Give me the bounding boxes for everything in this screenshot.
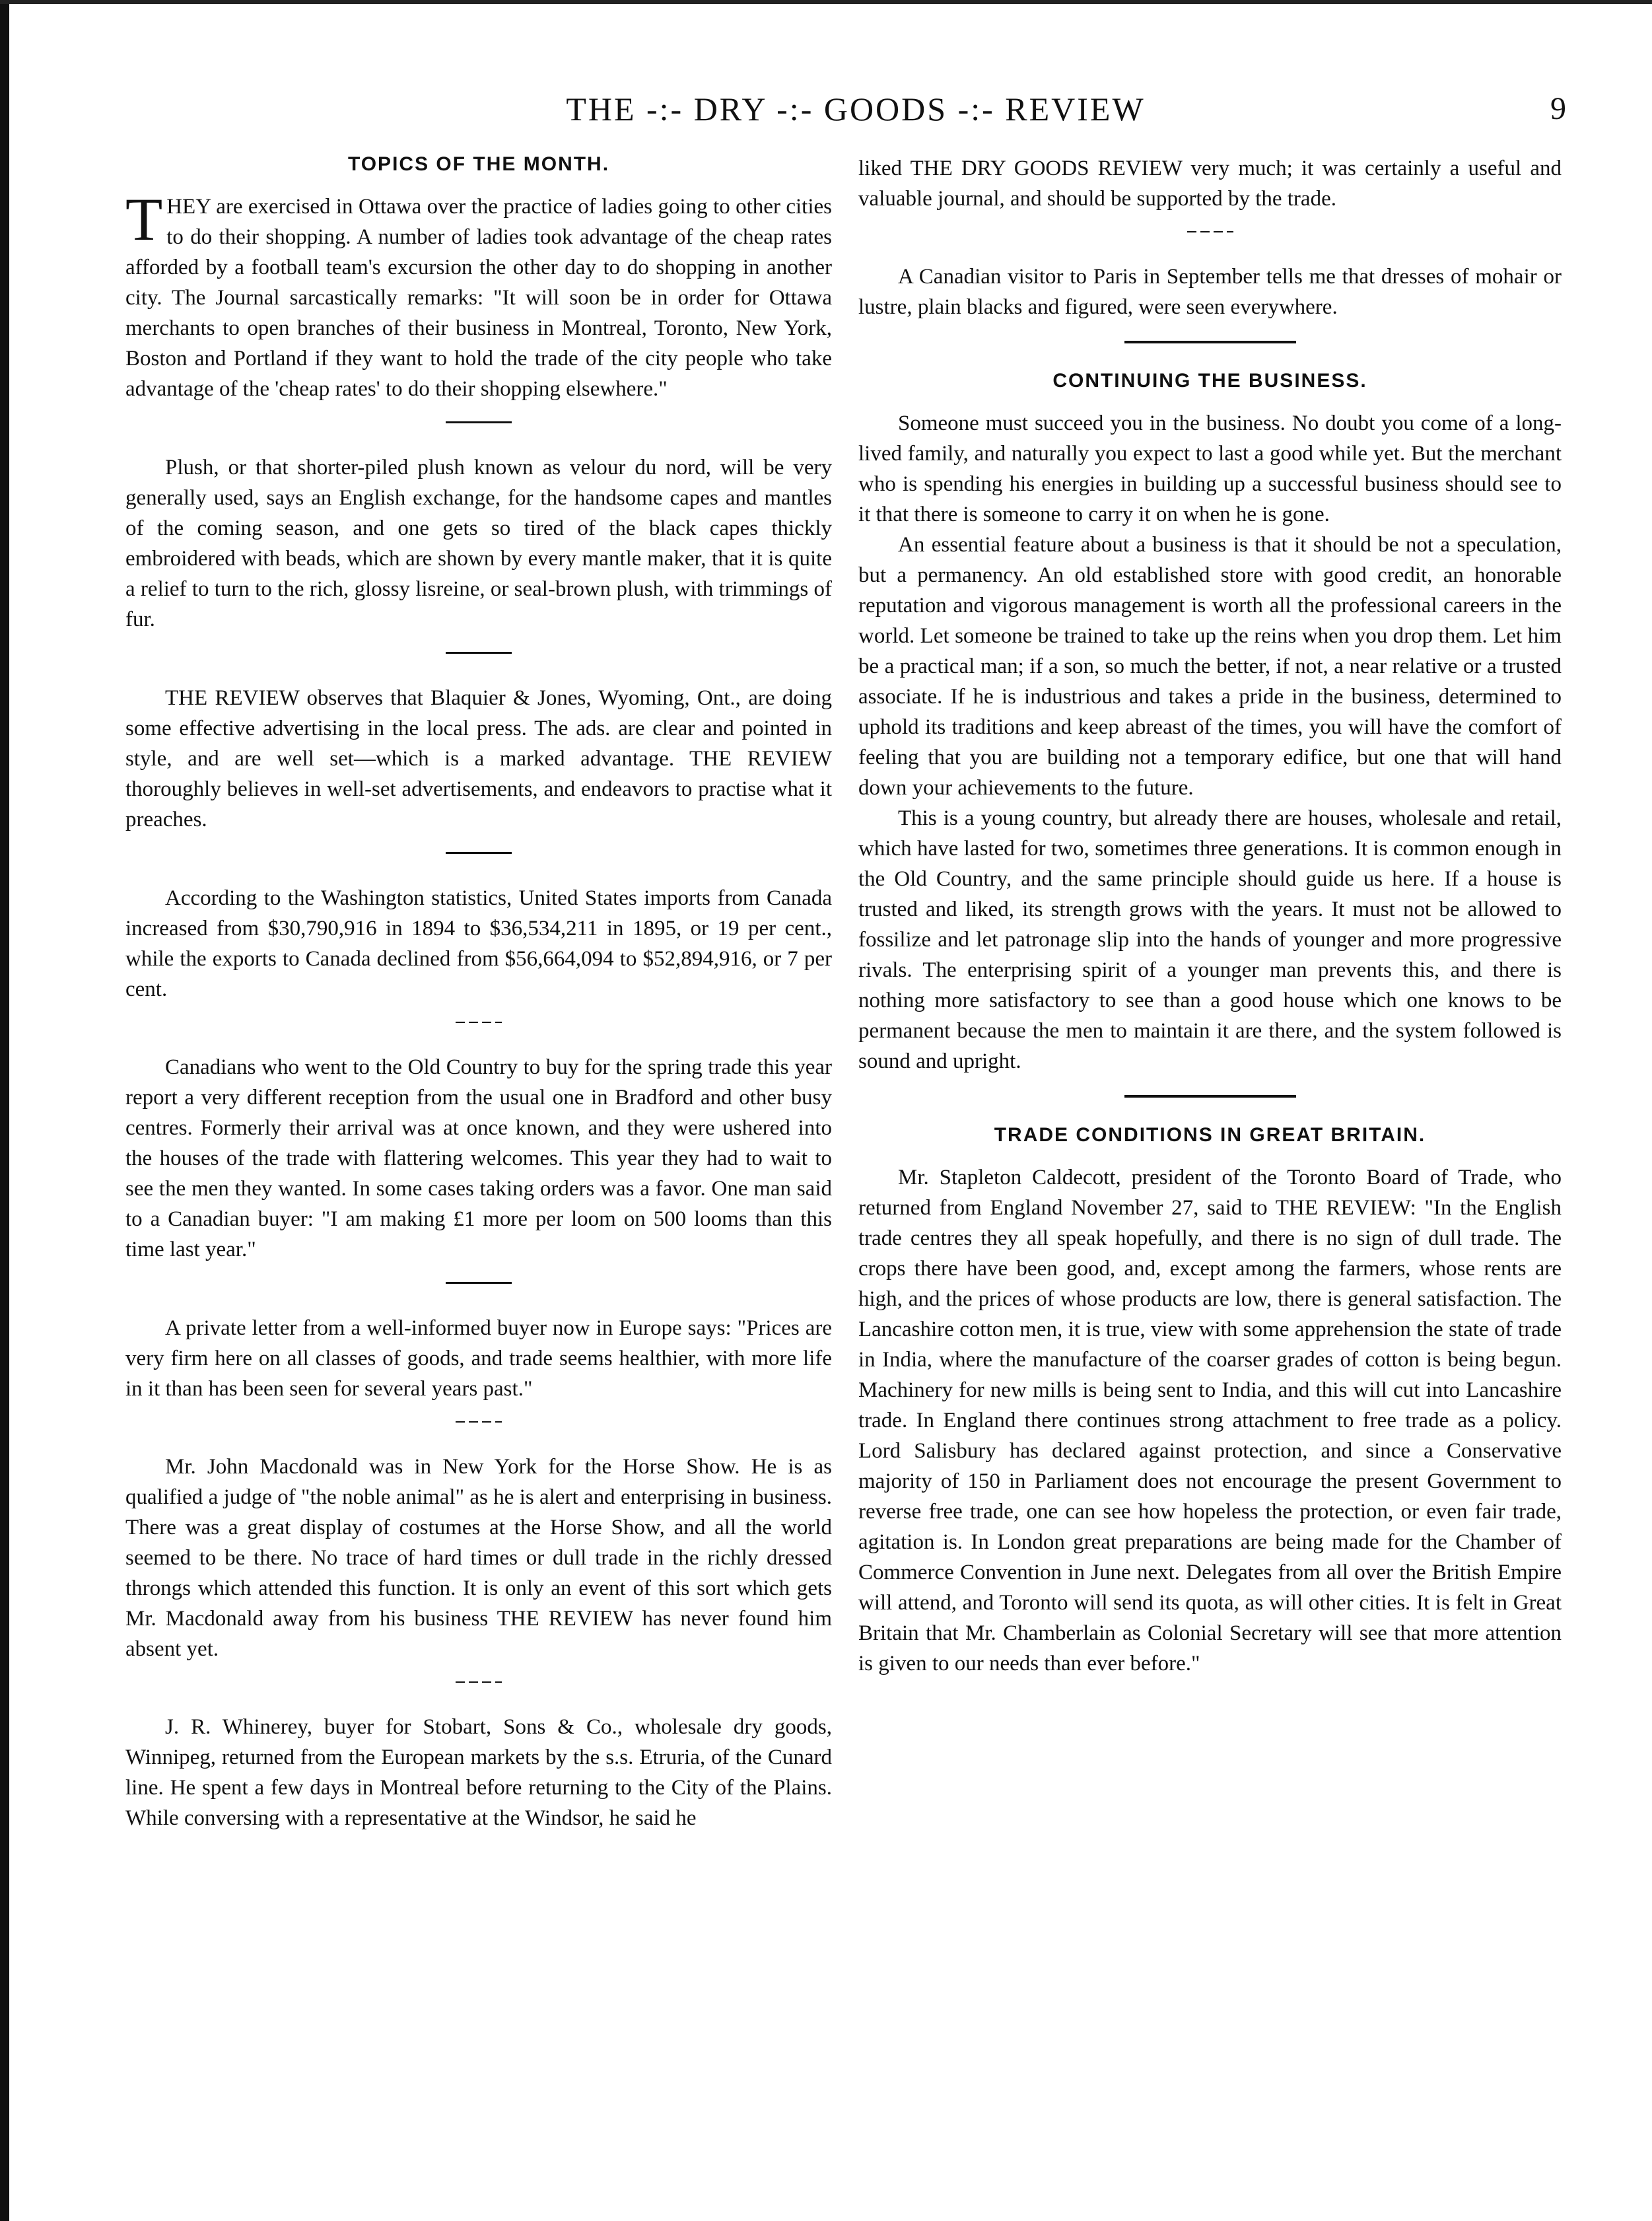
separator-rule [446,1282,512,1284]
paragraph-caldecott: Mr. Stapleton Caldecott, president of the Toronto Board of Trade, who returned from England November 27, said to THE REVIEW: "In the English trade centres they all speak hopefully, and there is no sign of dull trade. The crops there have been good, and, except among the farmers, whose rents are high, and the prices of whose products are low, there is general satisfaction. The Lancashire cotton men, it is true, view with some apprehension the state of trade in India, where the manufacture of the coarser grades of cotton is being begun. Machinery for new mills is being sent to India, and this will cut into Lancashire trade. In England there continues strong attachment to free trade as a policy. Lord Salisbury has declared against protection, and since a Conservative majority of 150 in Parliament does not encourage the present Government to reverse free trade, one can see how hopeless the protection, or even fair trade, agitation is. In London great preparations are being made for the Chamber of Commerce Convention in June next. Delegates from all over the British Empire will attend, and Toronto will send its quota, as will other cities. It is felt in Great Britain that Mr. Chamberlain as Colonial Secretary will see that more attention is given to our needs than ever before." [858,1166,1562,1675]
separator-rule [446,652,512,654]
article-text: HEY are exercised in Ottawa over the practice of ladies going to other cities to do their shopping. A number of ladies took advantage of the cheap rates afforded by a football team's excursion the other day to do shopping in another city. The Journal sarcastically remarks: "It will soon be in order for Ottawa merchants to open branches of their business in Montreal, Toronto, New York, Boston and Portland if they want to hold the trade of the city people who take advantage of the 'cheap rates' to do their shopping elsewhere." [125,195,832,401]
article-plush: Plush, or that shorter-piled plush known as velour du nord, will be very generally used, says an English exchange, for the handsome capes and mantles of the coming season, and one gets so tired of the black capes thickly embroidered with beads, which are shown by every mantle maker, that it is quite a relief to turn to the rich, glossy lisreine, or seal-brown plush, with trimmings of fur. [125,456,832,631]
article-private-letter: A private letter from a well-informed buyer now in Europe says: "Prices are very firm here on all classes of goods, and trade seems healthier, with more life in it than has been seen for several years past." [125,1316,832,1401]
section-separator-rule [1124,341,1296,343]
article-blaquier-jones: THE REVIEW observes that Blaquier & Jones, Wyoming, Ont., are doing some effective advertising in the local press. The ads. are clear and pointed in style, and are well set—which is a marked advantage. THE REVIEW thoroughly believes in well-set advertisements, and endeavors to practise what it preaches. [125,686,832,831]
masthead [119,86,1593,139]
paragraph-succession: Someone must succeed you in the business. No doubt you come of a long-lived family, and naturally you expect to last a good while yet. But the merchant who is spending his energies in building up a successful business should see to it that there is someone to carry it on when he is gone. [858,411,1562,526]
section-heading-continuing-business: CONTINUING THE BUSINESS. [1052,370,1367,392]
article-whinerey-continued: liked THE DRY GOODS REVIEW very much; it was certainly a useful and valuable journal, and should be supported by the trade. [858,157,1562,211]
article-paris-visitor: A Canadian visitor to Paris in September tells me that dresses of mohair or lustre, plain blacks and figured, were seen everywhere. [858,265,1562,319]
article-john-macdonald: Mr. John Macdonald was in New York for the Horse Show. He is as qualified a judge of "the noble animal" as he is alert and enterprising in business. There was a great display of costumes at the Horse Show, and all the world seemed to be there. No trace of hard times or dull trade in the richly dressed throngs which attended this function. It is only an event of this sort which gets Mr. Macdonald away from his business THE REVIEW has never found him absent yet. [125,1455,832,1661]
separator-rule [456,1022,502,1023]
paragraph-permanency: An essential feature about a business is that it should be not a speculation, but a permanency. An old established store with good credit, an honorable reputation and vigorous management is worth all the professional careers in the world. Let someone be trained to take up the reins when you drop them. Let him be a practical man; if a son, so much the better, if not, a near relative or a trusted associate. If he is industrious and takes a pride in the business, determined to uphold its traditions and keep abreast of the times, you will have the comfort of feeling that you are building not a temporary edifice, but one that will hand down your achievements to the future. [858,533,1562,800]
page-number: 9 [1550,91,1566,126]
publication-title: THE -:- DRY -:- GOODS -:- REVIEW [566,90,1146,127]
top-border [0,0,1652,4]
separator-rule [456,1421,502,1423]
section-heading-trade-conditions: TRADE CONDITIONS IN GREAT BRITAIN. [994,1124,1426,1146]
article-whinerey: J. R. Whinerey, buyer for Stobart, Sons & Co., wholesale dry goods, Winnipeg, returned from the European markets by the s.s. Etruria, of the Cunard line. He spent a few days in Montreal before returning to the City of the Plains. While conversing with a representative at the Windsor, he said he [125,1715,832,1830]
left-column [125,147,832,1833]
article-washington-statistics: According to the Washington statistics, United States imports from Canada increased from $30,790,916 in 1894 to $36,534,211 in 1895, or 19 per cent., while the exports to Canada declined from $56,664,094 to $52,894,916, or 7 per cent. [125,886,832,1001]
separator-rule [456,1681,502,1683]
section-heading-topics: TOPICS OF THE MONTH. [347,153,610,175]
separator-rule [446,421,512,423]
article-canadian-buyers: Canadians who went to the Old Country to buy for the spring trade this year report a very different reception from the usual one in Bradford and other busy centres. Formerly their arrival was at once known, and they were ushered into the houses of the trade with flattering welcomes. This year they had to wait to see the men they wanted. In some cases taking orders was a favor. One man said to a Canadian buyer: "I am making £1 more per loom on 500 looms than this time last year." [125,1055,832,1261]
paragraph-young-country: This is a young country, but already there are houses, wholesale and retail, which have lasted for two, sometimes three generations. It is common enough in the Old Country, and the same principle should guide us here. If a house is trusted and liked, its strength grows with the years. It must not be allowed to fossilize and let patronage slip into the hands of younger and more progressive rivals. The enterprising spirit of a younger man prevents this, and there is nothing more satisfactory to see than a good house which one knows to be permanent because the men to maintain it are there, and the system followed is sound and upright. [858,806,1562,1073]
separator-rule [1187,231,1233,232]
right-column [858,153,1562,1679]
separator-rule [446,852,512,854]
article-ottawa-shopping [125,186,832,404]
section-separator-rule [1124,1095,1296,1098]
page-binding-edge [0,0,9,2221]
drop-cap: T [125,186,163,253]
